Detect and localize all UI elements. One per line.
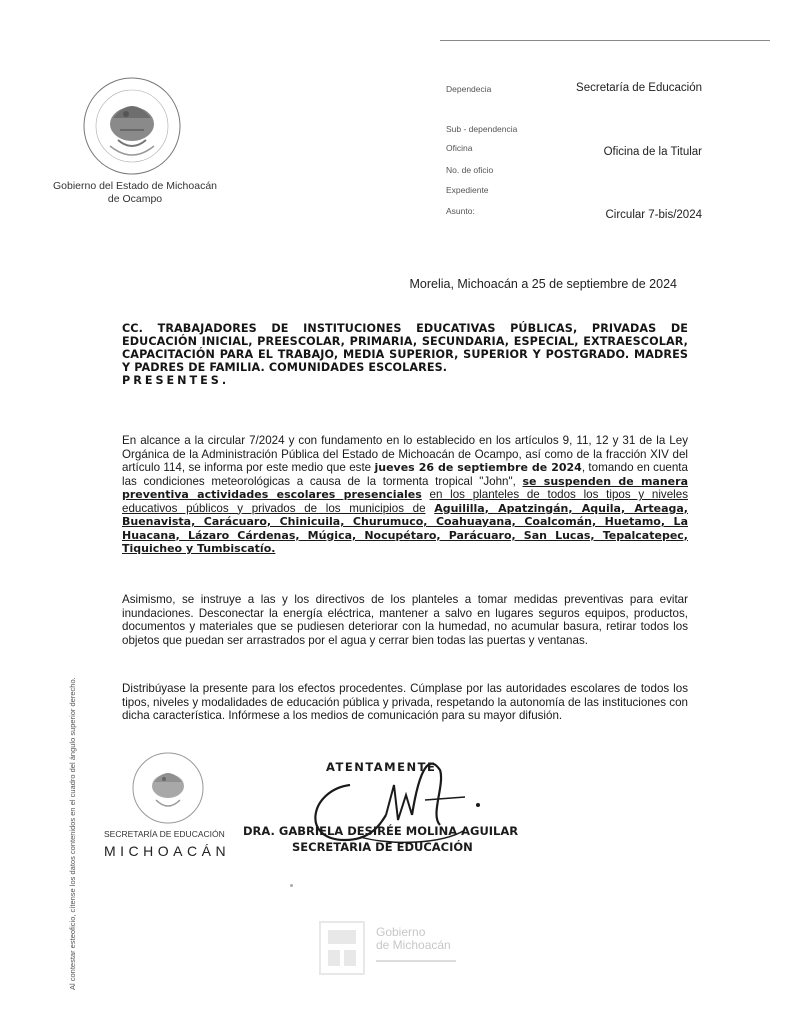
meta-subdependencia — [446, 124, 716, 138]
watermark-line1: Gobierno — [376, 925, 426, 939]
addressee-block — [122, 322, 688, 387]
meta-oficio — [446, 165, 716, 179]
oficina-label: Oficina — [446, 143, 473, 153]
header-rule — [440, 40, 770, 41]
addressee-text: CC. TRABAJADORES DE INSTITUCIONES EDUCATIVAS PÚBLICAS, PRIVADAS DE EDUCACIÓN INICIAL, PREESCOLAR, PRIMARIA, SECUNDARIA, ESPECIAL, EXTRAESCOLAR, CAPACITACIÓN PARA EL TRABAJO, MEDIA SUPERIOR, SUPERIOR Y POSTGRADO. MADRES Y PADRES DE FAMILIA. COMUNIDADES ESCOLARES. — [122, 322, 688, 374]
dependencia-value: Secretaría de Educación — [576, 82, 702, 94]
signer-name: DRA. GABRIELA DESIRÉE MOLINA AGUILAR — [243, 824, 519, 838]
government-watermark-text — [376, 926, 451, 952]
meta-expediente — [446, 185, 716, 199]
paragraph-suspension — [122, 434, 688, 556]
asunto-label: Asunto: — [446, 206, 475, 216]
oficio-label: No. de oficio — [446, 165, 494, 175]
government-logo-watermark — [318, 920, 366, 981]
meta-oficina — [446, 143, 716, 157]
municipalities-list: Aguililla, Apatzingán, Aquila, Arteaga, Buenavista, Carácuaro, Chinicuila, Churumuco, Coahuayana, Coalcomán, Huetamo, La Huacana, Lázaro Cárdenas, Múgica, Nocupétaro, Parácuaro, San Lucas, Tepalcatepec, Tiquicheo y Tumbiscatío. — [122, 501, 688, 555]
watermark-underline — [376, 960, 456, 962]
state-government-name: Gobierno del Estado de Michoacán de Ocampo — [52, 180, 218, 205]
paragraph1-conditions: , tomando en cuenta las condiciones meteorológicas a causa de la tormenta tropical "John", — [122, 461, 688, 488]
subdependencia-label: Sub - dependencia — [446, 124, 518, 134]
meta-asunto — [446, 206, 716, 220]
watermark-line2: de Michoacán — [376, 938, 451, 952]
scan-speck — [290, 884, 293, 887]
oficina-value: Oficina de la Titular — [603, 146, 702, 158]
paragraph1-scope: en los planteles de todos los tipos y niveles educativos públicos y privados de los municipios de — [122, 488, 688, 515]
paragraph-distribution: Distribúyase la presente para los efectos procedentes. Cúmplase por las autoridades escolares de todos los tipos, niveles y modalidades de educación pública y privada, respetando la autonomía de las instituciones con dicha característica. Infórmese a los medios de comunicación para su mayor difusión. — [122, 682, 688, 722]
presentes-text: PRESENTES. — [122, 374, 230, 387]
paragraph1-intro: En alcance a la circular 7/2024 y con fundamento en lo establecido en los artículos 9, 11, 12 y 31 de la Ley Orgánica de la Administración Pública del Estado de Michoacán de Ocampo, así como de la fracción XIV del artículo 114, se informa por este medio que este — [122, 434, 688, 474]
mexico-coat-of-arms-seal — [80, 74, 184, 178]
dependencia-label: Dependecia — [446, 84, 492, 94]
expediente-label: Expediente — [446, 185, 489, 195]
suspension-statement: se suspenden de manera preventiva actividades escolares presenciales — [122, 474, 688, 501]
michoacan-label: MICHOACÁN — [104, 843, 231, 859]
secretaria-label: SECRETARÍA DE EDUCACIÓN — [104, 829, 225, 839]
side-instruction-note: Al contestar esteoficio, cítense los datos contenidos en el cuadro del ángulo superior derecho. — [68, 677, 77, 990]
paragraph-instructions: Asimismo, se instruye a las y los directivos de los planteles a tomar medidas preventivas para evitar inundaciones. Desconectar la energía eléctrica, mantener a salvo en lugares seguros equipos, productos, documentos y materiales que se pudiesen deteriorar con la humedad, no acumular basura, retirar todos los objetos que puedan ser arrastrados por el agua y cerrar bien todas las puertas y ventanas. — [122, 593, 688, 647]
secretaria-seal — [130, 750, 206, 826]
asunto-value: Circular 7-bis/2024 — [605, 209, 702, 221]
place-and-date: Morelia, Michoacán a 25 de septiembre de 2024 — [409, 277, 677, 291]
suspension-date: jueves 26 de septiembre de 2024 — [374, 461, 582, 474]
closing-atentamente: ATENTAMENTE — [326, 760, 437, 774]
signer-title: SECRETARIA DE EDUCACIÓN — [292, 840, 473, 854]
meta-dependencia — [446, 84, 716, 98]
